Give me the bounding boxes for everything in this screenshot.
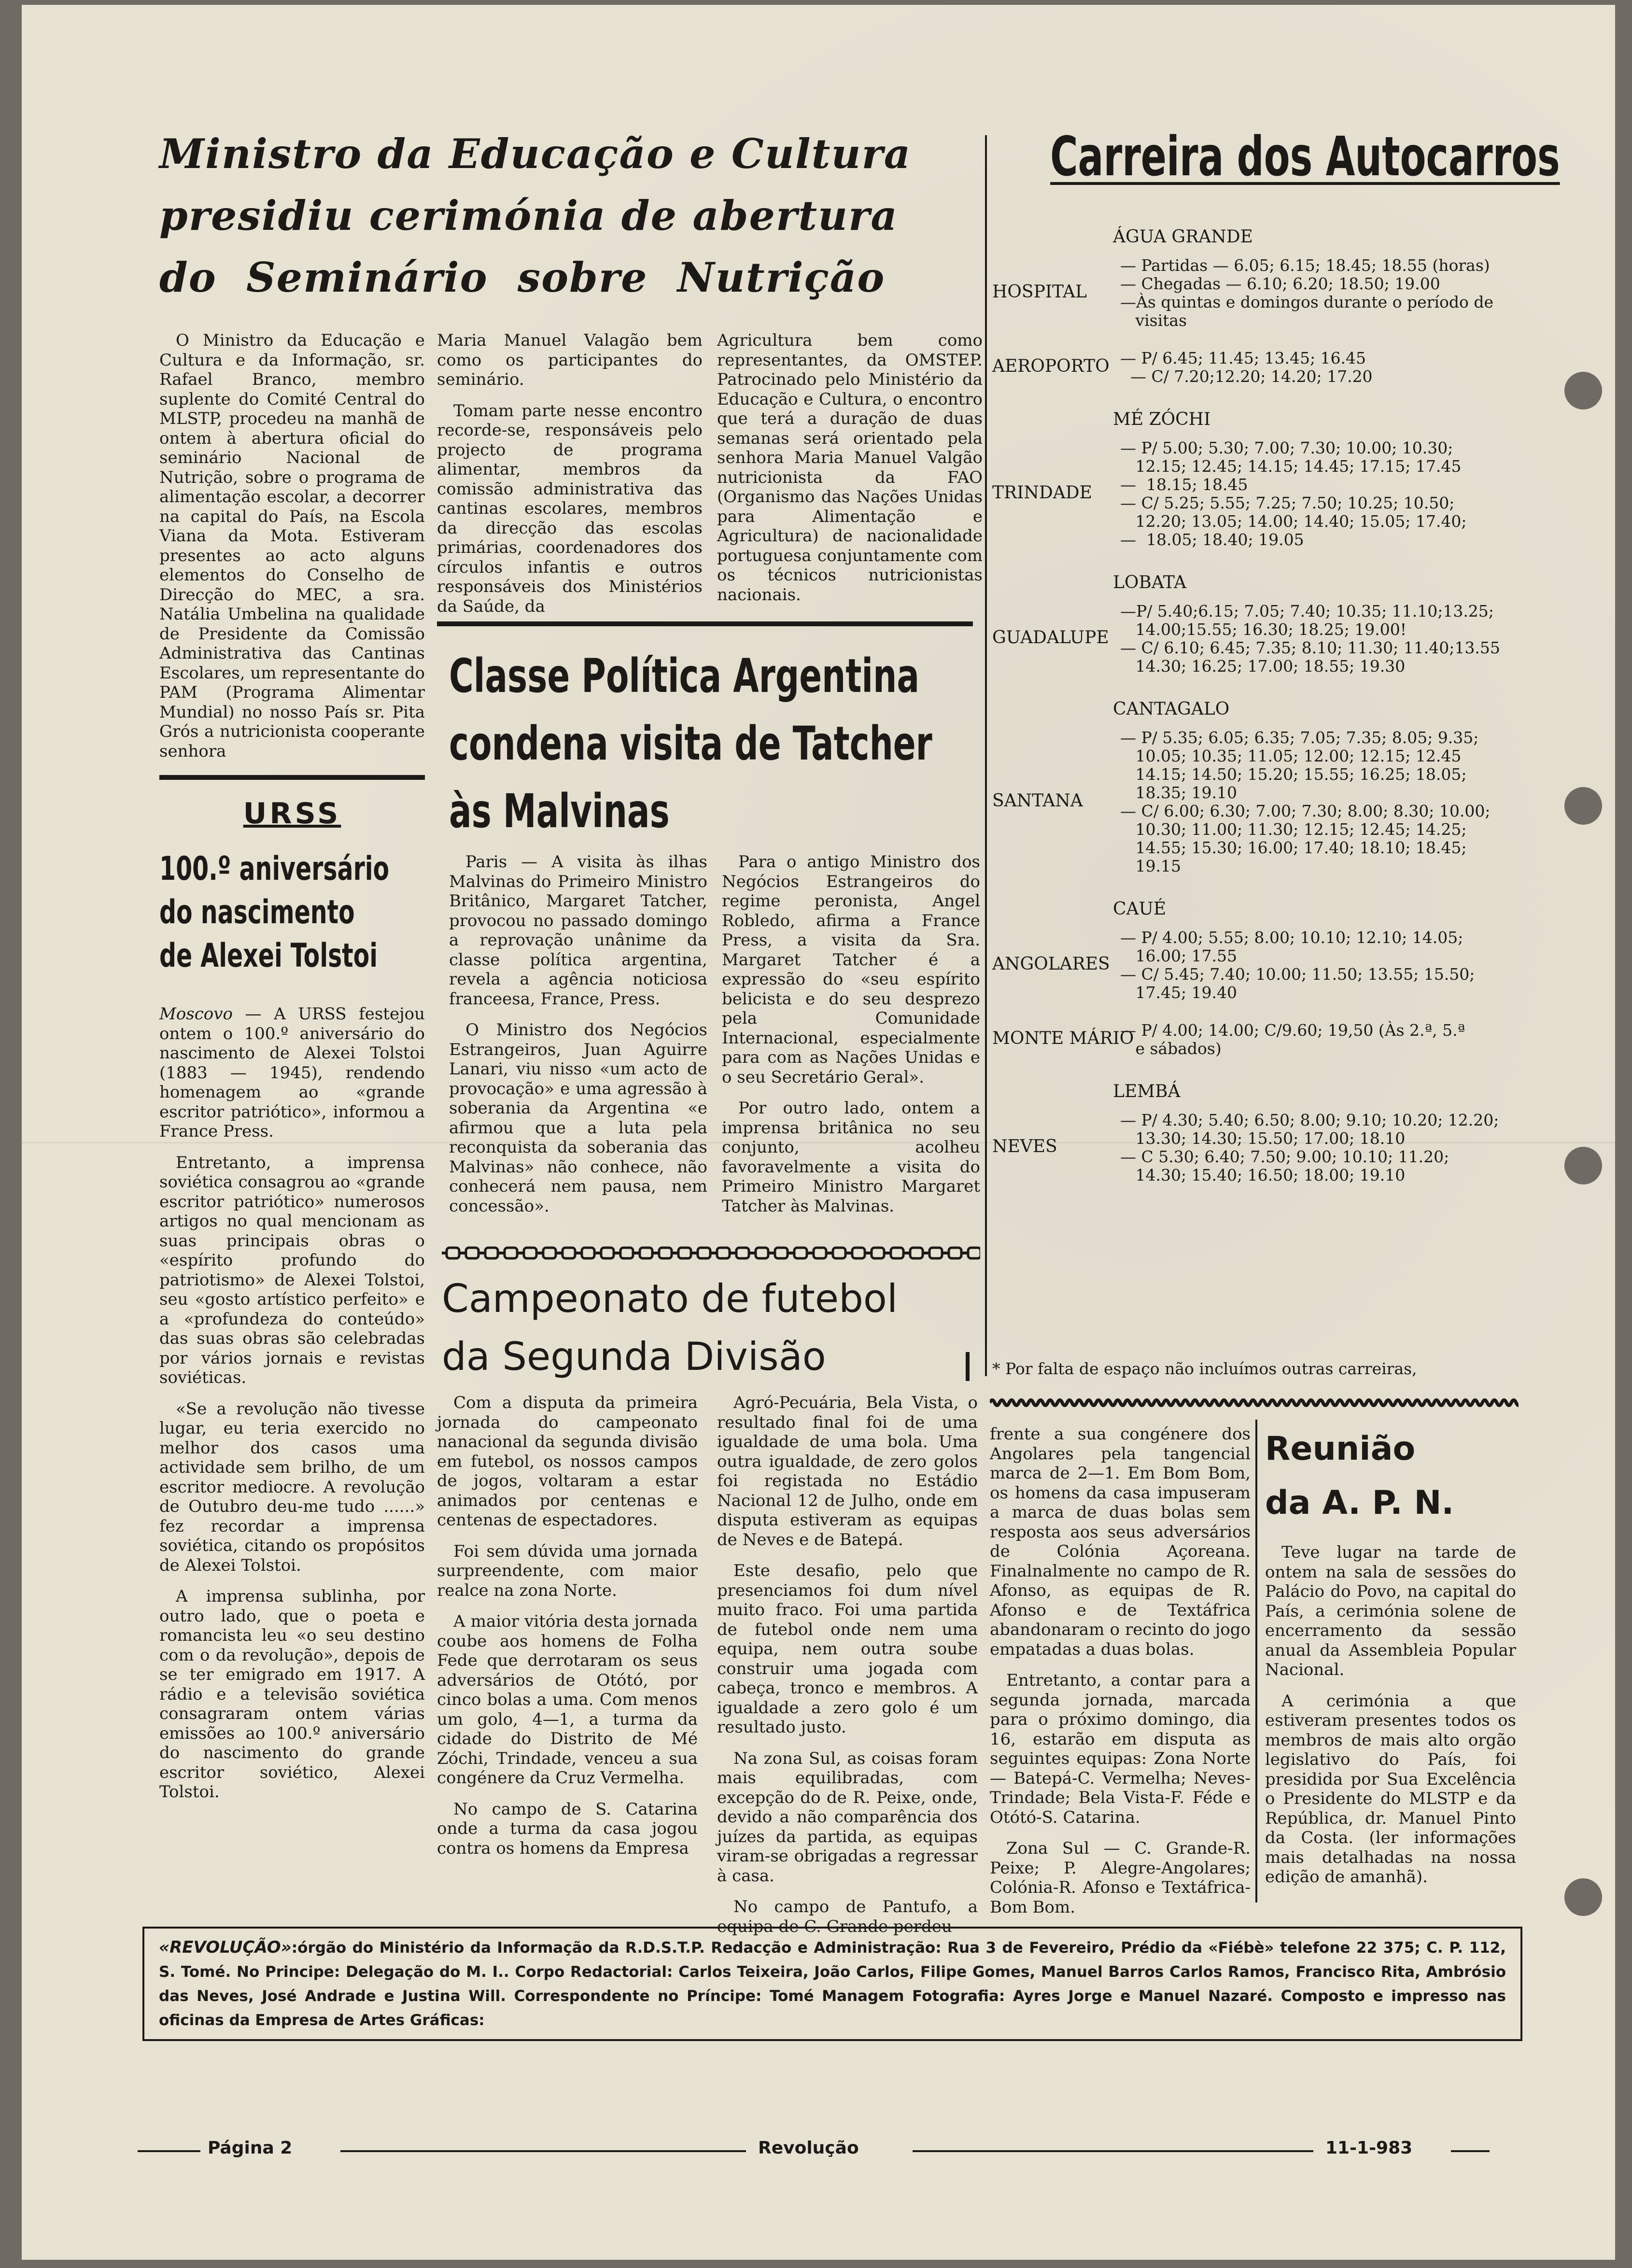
schedule-line: 10.30; 11.00; 11.30; 12.15; 12.45; 14.25; bbox=[1120, 820, 1467, 839]
column-rule bbox=[1255, 1420, 1257, 1902]
schedule-line: visitas bbox=[1120, 311, 1187, 330]
schedule-line: 14.30; 15.40; 16.50; 18.00; 19.10 bbox=[1120, 1166, 1406, 1184]
bottom-rule bbox=[340, 2150, 746, 2152]
schedule-line: — C/ 6.00; 6.30; 7.00; 7.30; 8.00; 8.30; 10.00; bbox=[1120, 802, 1491, 820]
masthead-box bbox=[142, 1927, 1522, 2041]
schedule-line: —Às quintas e domingos durante o período de bbox=[1120, 293, 1494, 311]
schedule-place: ANGOLARES bbox=[992, 954, 1110, 974]
schedule-line: — C/ 7.20;12.20; 14.20; 17.20 bbox=[1120, 367, 1373, 386]
chain-link bbox=[659, 1248, 672, 1258]
schedule-district: LEMBÁ bbox=[1113, 1082, 1181, 1101]
schedule-place: GUADALUPE bbox=[992, 628, 1109, 648]
schedule-line: — P/ 4.00; 14.00; C/9.60; 19,50 (Às 2.ª, 5.ª bbox=[1120, 1021, 1465, 1040]
page-number: Página 2 bbox=[208, 2138, 293, 2158]
article-argentina-col2: Para o antigo Ministro dos Negócios Estrangeiros do regime peronista, Angel Robledo, afirma a France Press, a visita da Sra. Margaret Tatcher é a expressão do «seu espírito belicista e do seu desprezo pela Comunidade Internacional, especialmente para com as Nações Unidas e o seu Secretário Geral». Por outro lado, ontem a imprensa britânica no seu conjunto, acolheu favoravelmente a visita do Primeiro Ministro Margaret Tatcher às Malvinas. bbox=[722, 852, 980, 1216]
chain-link bbox=[814, 1248, 826, 1258]
article-urss-body: Moscovo — A URSS festejou ontem o 100.º aniversário do nascimento de Alexei Tolstoi (1883 — 1945), rendendo homenagem ao «grande escritor patriótico», informou a France Press. Entretanto, a imprensa soviética consagrou ao «grande escritor patriótico» numerosos artigos no qual mencionam as suas principais obras o «espírito profundo do patriotismo» de Alexei Tolstoi, seu «gosto artístico perfeito» e a «profundeza do conteúdo» das suas obras são celebradas por vários jornais e revistas soviéticas. «Se a revolução não tivesse lugar, eu teria exercido no melhor dos casos uma actividade sem brilho, de um escritor mediocre. A revolução de Outubro deu-me tudo ......» fez recordar a imprensa soviética, citando os propósitos de Alexei Tolstoi. A imprensa sublinha, por outro lado, que o poeta e romancista leu «o seu destino com o da revolução», depois de se ter emigrado em 1917. A rádio e a televisão soviética consagraram ontem várias emissões ao 100.º aniversário do nascimento do grande escritor soviético, Alexei Tolstoi. bbox=[159, 1004, 425, 1802]
schedule-line: 12.20; 13.05; 14.00; 14.40; 15.05; 17.40; bbox=[1120, 512, 1467, 531]
schedule-line: 10.05; 10.35; 11.05; 12.00; 12.15; 12.45 bbox=[1120, 747, 1462, 765]
headline-ministro: Ministro da Educação e Cultura presidiu cerimónia de abertura do Seminário sobre Nutrição bbox=[159, 130, 912, 301]
chain-link bbox=[717, 1248, 730, 1258]
rule bbox=[437, 621, 973, 626]
schedule-line: — C/ 5.45; 7.40; 10.00; 11.50; 13.55; 15.50; bbox=[1120, 965, 1475, 984]
schedule-line: 14.15; 14.50; 15.20; 15.55; 16.25; 18.05; bbox=[1120, 765, 1467, 784]
chain-separator bbox=[442, 1246, 980, 1260]
article-futebol-col3: frente a sua congénere dos Angolares pela tangencial marca de 2—1. Em Bom Bom, os homens da casa impuseram a marca de duas bolas sem resposta aos seus adversários de Colónia Açoreana. Finalnalmente no campo de R. Afonso, as equipas de R. Afonso e de Textáfrica abandonaram o recinto do jogo empatadas a duas bolas. Entretanto, a contar para a segunda jornada, marcada para o próximo domingo, dia 16, estarão em disputa as seguintes equipas: Zona Norte — Batepá-C. Vermelha; Neves-Trindade; Bela Vista-F. Féde e Otótó-S. Catarina. Zona Sul — C. Grande-R. Peixe; P. Alegre-Angolares; Colónia-R. Afonso e Textáfrica-Bom Bom. bbox=[990, 1424, 1251, 1917]
newspaper-page bbox=[22, 5, 1615, 2260]
schedule-line: — C 5.30; 6.40; 7.50; 9.00; 10.10; 11.20; bbox=[1120, 1147, 1449, 1166]
schedule-line: 16.00; 17.55 bbox=[1120, 946, 1238, 965]
chain-link bbox=[949, 1248, 961, 1258]
schedule-place: HOSPITAL bbox=[992, 282, 1087, 302]
chain-link bbox=[601, 1248, 614, 1258]
schedule-line: 12.15; 12.45; 14.15; 14.45; 17.15; 17.45 bbox=[1120, 457, 1462, 476]
schedule-district: MÉ ZÓCHI bbox=[1113, 409, 1211, 429]
chain-link bbox=[678, 1248, 691, 1258]
chain-link bbox=[505, 1248, 517, 1258]
schedule-line: — P/ 6.45; 11.45; 13.45; 16.45 bbox=[1120, 349, 1366, 367]
schedule-place: MONTE MÁRIO bbox=[992, 1028, 1134, 1048]
chain-link bbox=[466, 1248, 478, 1258]
chain-link bbox=[794, 1248, 807, 1258]
urss-label: URSS bbox=[243, 797, 341, 831]
punch-hole bbox=[1564, 787, 1602, 825]
chain-link bbox=[543, 1248, 556, 1258]
headline-argentina: Classe Política Argentina condena visita de Tatcher às Malvinas bbox=[449, 649, 932, 838]
headline-reuniao: Reunião da A. P. N. bbox=[1265, 1430, 1454, 1522]
chain-link bbox=[891, 1248, 903, 1258]
chain-link bbox=[833, 1248, 845, 1258]
article-apn-body: Teve lugar na tarde de ontem na sala de sessões do Palácio do Povo, na capital do País, a cerimónia solene de encerramento da sessão anual da Assembleia Popular Nacional. A cerimónia a que estiveram presentes todos os membros de mais alto orgão legislativo do País, foi presidida por Sua Excelência o Presidente do MLSTP e da República, dr. Manuel Pinto da Costa. (ler informações mais detalhadas na nossa edição de amanhã). bbox=[1265, 1543, 1516, 1887]
schedule-line: 18.35; 19.10 bbox=[1120, 783, 1238, 802]
schedule-line: — 18.15; 18.45 bbox=[1120, 475, 1248, 494]
chain-link bbox=[447, 1248, 459, 1258]
schedule bbox=[992, 227, 1528, 1395]
chain-link bbox=[620, 1248, 633, 1258]
schedule-line: — P/ 4.30; 5.40; 6.50; 8.00; 9.10; 10.20; 12.20; bbox=[1120, 1111, 1499, 1129]
schedule-line: — P/ 5.35; 6.05; 6.35; 7.05; 7.35; 8.05; 9.35; bbox=[1120, 728, 1479, 747]
schedule-line: e sábados) bbox=[1120, 1039, 1222, 1058]
wave-separator bbox=[990, 1395, 1519, 1410]
chain-link bbox=[852, 1248, 865, 1258]
schedule-line: — P/ 4.00; 5.55; 8.00; 10.10; 12.10; 14.05; bbox=[1120, 928, 1463, 947]
article-ministro-col2: Maria Manuel Valagão bem como os participantes do seminário. Tomam parte nesse encontro recorde-se, responsáveis pelo projecto de programa alimentar, membros da comissão administrativa das cantinas escolares, membros da direcção das escolas primárias, coordenadores dos círculos infantis e outros responsáveis dos Ministérios da Saúde, da bbox=[437, 331, 703, 616]
punch-hole bbox=[1564, 372, 1602, 409]
article-futebol-col1: Com a disputa da primeira jornada do campeonato nanacional da segunda divisão em futebol, os nossos campos de jogos, voltaram a estar animados por centenas e centenas de espectadores. Foi sem dúvida uma jornada surpreendente, com maior realce na zona Norte. A maior vitória desta jornada coube aos homens de Folha Fede que derrotaram os seus adversários de Otótó, por cinco bolas a uma. Com menos um golo, 4—1, a turma da cidade do Distrito de Mé Zóchi, Trindade, venceu a sua congénere da Cruz Vermelha. No campo de S. Catarina onde a turma da casa jogou contra os homens da Empresa bbox=[437, 1393, 698, 1858]
schedule-place: AEROPORTO bbox=[992, 356, 1110, 376]
chain-link bbox=[775, 1248, 788, 1258]
paper-name: Revolução bbox=[758, 2138, 859, 2158]
article-argentina-col1: Paris — A visita às ilhas Malvinas do Primeiro Ministro Britânico, Margaret Tatcher, provocou no passado domingo a reprovação unânime da classe política argentina, revela a agência noticiosa franceesa, France, Press. O Ministro dos Negócios Estrangeiros, Juan Aguirre Lanari, viu nisso «um acto de provocação» e uma agressão à soberania da Argentina «e afirmou que a luta pela reconquista da soberania das Malvinas» não conhece, não conhecerá nem pausa, nem concessão». bbox=[449, 852, 707, 1216]
schedule-place: SANTANA bbox=[992, 791, 1083, 811]
schedule-line: — C/ 5.25; 5.55; 7.25; 7.50; 10.25; 10.50; bbox=[1120, 493, 1455, 512]
schedule-place: TRINDADE bbox=[992, 483, 1092, 503]
schedule-line: 19.15 bbox=[1120, 857, 1181, 875]
headline-futebol: Campeonato de futebol da Segunda Divisão bbox=[442, 1276, 898, 1379]
bottom-rule bbox=[1451, 2150, 1490, 2152]
punch-hole bbox=[1564, 1878, 1602, 1916]
schedule-line: 14.55; 15.30; 16.00; 17.40; 18.10; 18.45; bbox=[1120, 838, 1467, 857]
punch-hole bbox=[1564, 1147, 1602, 1184]
rule bbox=[159, 775, 425, 780]
chain-link bbox=[736, 1248, 749, 1258]
schedule-district: LOBATA bbox=[1113, 573, 1186, 592]
bottom-rule bbox=[913, 2150, 1313, 2152]
chain-link bbox=[485, 1248, 498, 1258]
column-rule bbox=[966, 1352, 970, 1381]
chain-link bbox=[524, 1248, 536, 1258]
headline-autocarros: Carreira dos Autocarros bbox=[1050, 126, 1560, 188]
schedule-place: NEVES bbox=[992, 1137, 1057, 1156]
masthead-text: :órgão do Ministério da Informação da R.D.S.T.P. Redacção e Administração: Rua 3 de Fevereiro, Prédio da «Fiébè» telefone 22 375; C. P. 112, S. Tomé. No Principe: Delegação do M. I.. Corpo Redactorial: Carlos Teixeira, João Carlos, Filipe Gomes, Manuel Barros Carlos Ramos, Francisco Rita, Ambrósio das Neves, José Andrade e Justina Will. Correspondente no Príncipe: Tomé Managem Fotografia: Ayres Jorge e Manuel Nazaré. Composto e impresso nas oficinas da Empresa de Artes Gráficas: bbox=[159, 1939, 1506, 2029]
chain-link bbox=[756, 1248, 768, 1258]
schedule-line: 17.45; 19.40 bbox=[1120, 983, 1238, 1002]
schedule-line: — C/ 6.10; 6.45; 7.35; 8.10; 11.30; 11.40;13.55 bbox=[1120, 638, 1500, 657]
schedule-line: 14.30; 16.25; 17.00; 18.55; 19.30 bbox=[1120, 657, 1406, 676]
chain-link bbox=[872, 1248, 884, 1258]
bottom-rule bbox=[138, 2150, 200, 2152]
chain-link bbox=[698, 1248, 710, 1258]
article-ministro-col3: Agricultura bem como representantes, da OMSTEP. Patrocinado pelo Ministério da Educação e Cultura, o encontro que terá a duração de duas semanas será orientado pela senhora Maria Manuel Valgão nutricionista da FAO (Organismo das Nações Unidas para Alimentação e Agricultura) de nacionalidade portuguesa conjuntamente com os técnicos nutricionistas nacionais. bbox=[717, 331, 983, 605]
schedule-line: — Partidas — 6.05; 6.15; 18.45; 18.55 (horas) bbox=[1120, 256, 1490, 275]
chain-link bbox=[563, 1248, 575, 1258]
schedule-line: 14.00;15.55; 16.30; 18.25; 19.00! bbox=[1120, 620, 1407, 639]
article-ministro-col1: O Ministro da Educação e Cultura e da Informação, sr. Rafael Branco, membro suplente do Comité Central do MLSTP, procedeu na manhã de ontem à abertura oficial do seminário Nacional de Nutrição, sobre o programa de alimentação escolar, a decorrer na capital do País, na Escola Viana da Mota. Estiveram presentes ao acto alguns elementos do Conselho de Direcção do MEC, a sra. Natália Umbelina na qualidade de Presidente da Comissão Administrativa das Cantinas Escolares, um representante do PAM (Programa Alimentar Mundial) no nosso País sr. Pita Grós a nutricionista cooperante senhora bbox=[159, 331, 425, 761]
chain-link bbox=[968, 1248, 980, 1258]
chain-link bbox=[640, 1248, 652, 1258]
schedule-line: — P/ 5.00; 5.30; 7.00; 7.30; 10.00; 10.30; bbox=[1120, 438, 1453, 457]
masthead-title: «REVOLUÇÃO» bbox=[159, 1938, 292, 1957]
schedule-line: —P/ 5.40;6.15; 7.05; 7.40; 10.35; 11.10;13.25; bbox=[1120, 602, 1494, 620]
article-futebol-col2: Agró-Pecuária, Bela Vista, o resultado final foi de uma igualdade de uma bola. Uma outra igualdade, de zero golos foi registada no Estádio Nacional 12 de Julho, onde em disputa estiveram as equipas de Neves e de Batepá. Este desafio, pelo que presenciamos foi dum nível muito fraco. Foi uma partida de futebol onde nem uma equipa, nem outra soube construir uma jogada com cabeça, tronco e membros. A igualdade a zero golo é um resultado justo. Na zona Sul, as coisas foram mais equilibradas, com excepção do de R. Peixe, onde, devido a não comparência dos juízes da partida, as equipas viram-se obrigadas a regressar à casa. No campo de Pantufo, a equipa de C. Grande perdeu bbox=[717, 1393, 978, 1936]
schedule-district: ÁGUA GRANDE bbox=[1113, 227, 1253, 247]
schedule-footnote: * Por falta de espaço não incluímos outras carreiras, bbox=[992, 1359, 1417, 1378]
chain-link bbox=[929, 1248, 942, 1258]
schedule-district: CANTAGALO bbox=[1113, 699, 1230, 719]
schedule-district: CAUÉ bbox=[1113, 899, 1167, 919]
chain-link bbox=[582, 1248, 594, 1258]
issue-date: 11-1-983 bbox=[1325, 2138, 1413, 2158]
column-rule bbox=[985, 135, 987, 1376]
headline-urss: 100.º aniversário do nascimento de Alexei Tolstoi bbox=[159, 850, 390, 975]
schedule-line: — Chegadas — 6.10; 6.20; 18.50; 19.00 bbox=[1120, 274, 1440, 293]
schedule-line: — 18.05; 18.40; 19.05 bbox=[1120, 530, 1304, 549]
chain-link bbox=[910, 1248, 923, 1258]
schedule-line: 13.30; 14.30; 15.50; 17.00; 18.10 bbox=[1120, 1129, 1406, 1148]
